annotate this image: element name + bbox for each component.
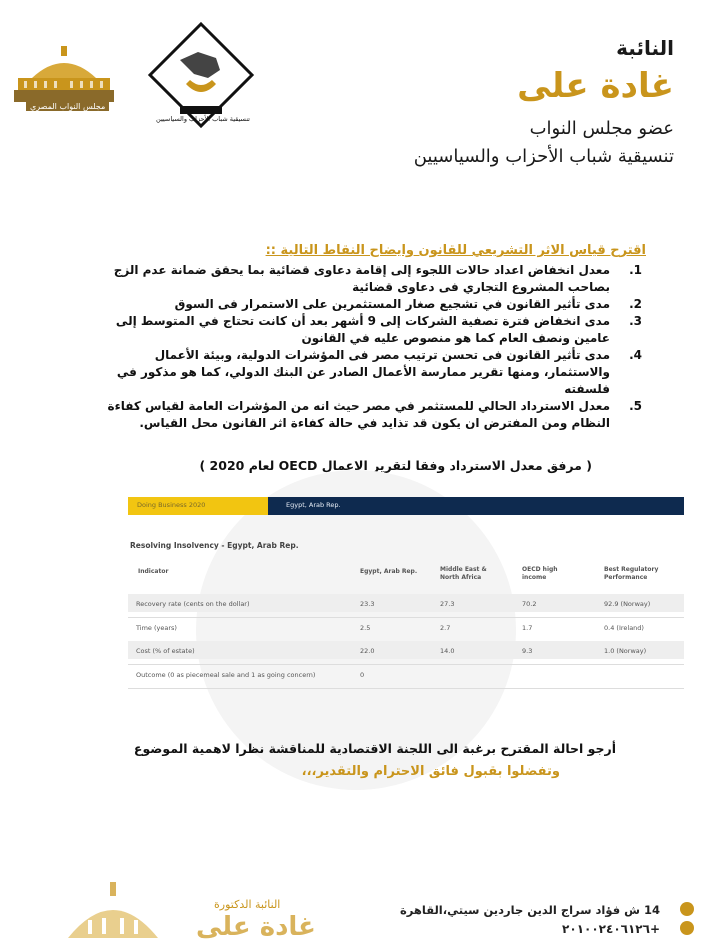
list-item-number: 2. — [629, 297, 642, 311]
list-item-number: 4. — [629, 348, 642, 362]
phone-icon — [680, 921, 694, 935]
table-cell: Cost (% of estate) — [136, 647, 195, 655]
list-item-text: مدى تأثير القانون في تشجيع صغار المستثمرين على الاستمرار فى السوق — [174, 297, 610, 311]
footer-dome-icon — [58, 880, 168, 938]
table-cell: Time (years) — [136, 624, 177, 632]
row-divider — [128, 664, 684, 665]
proposal-points-list — [88, 262, 642, 432]
list-item — [88, 398, 642, 432]
footer-title: النائبة الدكتورة — [214, 898, 281, 911]
list-item-text: معدل انخفاض اعداد حالات اللجوء إلى إقامة دعاوى قضائية بما يحقق ضمانة عدم الزج بصاحب المشروع التجاري فى دعاوى قضائية — [113, 263, 610, 294]
table-cell: 2.5 — [360, 624, 371, 632]
column-header: Middle East & North Africa — [440, 566, 487, 581]
row-divider — [128, 688, 684, 689]
table-cell: 22.0 — [360, 647, 375, 655]
column-header: Egypt, Arab Rep. — [360, 568, 418, 575]
table-cell: 9.3 — [522, 647, 533, 655]
table-cell: 27.3 — [440, 600, 455, 608]
list-item — [88, 313, 642, 347]
table-cell: 2.7 — [440, 624, 451, 632]
coordination-logo-caption: تنسيقية شباب الأحزاب والسياسيين — [156, 115, 250, 123]
table-cell: 0 — [360, 671, 365, 679]
list-item-text: معدل الاسترداد الحالي للمستثمر في مصر حيث انه من المؤشرات العامة لقياس كفاءة النظام ومن المفترض ان يكون قد تذايد في حالة كفاءة اثر القانون محل القياس. — [107, 399, 610, 430]
table-cell: Outcome (0 as piecemeal sale and 1 as going concern) — [136, 671, 316, 679]
table-cell: 23.3 — [360, 600, 375, 608]
table-title: Resolving Insolvency - Egypt, Arab Rep. — [130, 541, 299, 550]
banner-left-label: Doing Business 2020 — [137, 501, 206, 509]
list-item-text: مدى تأثير القانون فى تحسن ترتيب مصر فى المؤشرات الدولية، وبيئة الأعمال والاستثمار، ومنها تقرير ممارسة الأعمال الصادر عن البنك الدولي، كما هو مذكور في فلسفته — [116, 348, 610, 396]
coordination-diamond-icon — [146, 20, 256, 130]
member-name: غادة على — [517, 66, 674, 106]
column-header: Indicator — [138, 568, 169, 575]
table-cell: 1.7 — [522, 624, 533, 632]
footer-phone: +٢٠١٠٠٢٤٠٦١٢٦ — [562, 922, 660, 936]
table-cell: Recovery rate (cents on the dollar) — [136, 600, 250, 608]
table-cell: 14.0 — [440, 647, 455, 655]
parliament-logo-caption: مجلس النواب المصري — [26, 102, 109, 111]
list-item — [88, 296, 642, 313]
attachment-note: ( مرفق معدل الاسترداد وفقا لتقرير الاعمال OECD لعام 2020 ) — [199, 458, 592, 473]
column-header: Best Regulatory Performance — [604, 566, 659, 581]
table-cell: 92.9 (Norway) — [604, 600, 651, 608]
list-item-number: 1. — [629, 263, 642, 277]
table-cell: 0.4 (Ireland) — [604, 624, 644, 632]
header-title: النائبة — [616, 36, 674, 60]
member-role: عضو مجلس النواب — [529, 118, 674, 139]
list-item — [88, 262, 642, 296]
banner-right-label: Egypt, Arab Rep. — [286, 501, 341, 509]
location-pin-icon — [680, 902, 694, 916]
list-item-text: مدى انخفاض فترة تصفية الشركات إلى 9 أشهر بعد أن كانت تحتاج في المتوسط إلى عامين ونصف العام كما هو منصوص عليه في القانون — [115, 314, 610, 345]
footer-name: غادة على — [196, 912, 316, 942]
list-item-number: 5. — [629, 399, 642, 413]
member-coordination: تنسيقية شباب الأحزاب والسياسيين — [413, 146, 674, 167]
coordination-logo — [146, 20, 256, 130]
closing-regards: وتفضلوا بقبول فائق الاحترام والتقدير،،، — [301, 764, 560, 779]
list-item-number: 3. — [629, 314, 642, 328]
table-row — [128, 641, 684, 659]
footer-address: 14 ش فؤاد سراج الدين جاردين سيتي،القاهرة — [399, 903, 660, 917]
list-item — [88, 347, 642, 398]
row-divider — [128, 617, 684, 618]
proposal-intro: اقترح قياس الاثر التشريعي للقانون وايضاح النقاط التالية :: — [265, 243, 646, 258]
table-cell: 1.0 (Norway) — [604, 647, 647, 655]
closing-request: أرجو احالة المقترح برغبة الى اللجنة الاقتصادية للمناقشة نظرا لاهمية الموضوع — [133, 741, 616, 756]
column-header: OECD high income — [522, 566, 558, 581]
table-cell: 70.2 — [522, 600, 537, 608]
